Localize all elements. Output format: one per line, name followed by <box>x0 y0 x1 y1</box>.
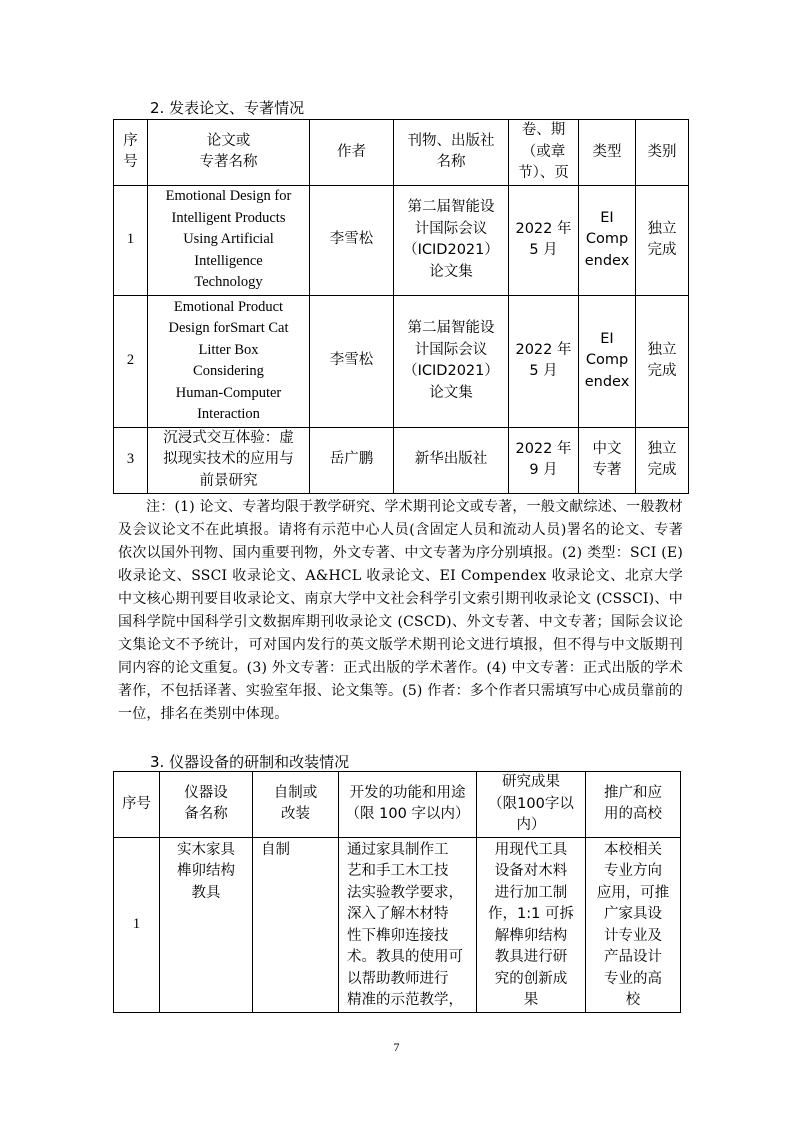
header-category: 类别 <box>636 120 689 186</box>
papers-header-row <box>114 120 689 186</box>
row-page: 2022 年 5 月 <box>509 295 579 427</box>
row-page: 2022 年 9 月 <box>509 427 579 493</box>
header-type: 类型 <box>579 120 636 186</box>
row-publisher: 新华出版社 <box>394 427 509 493</box>
row-promotion: 本校相关 专业方向 应用，可推 广家具设 计专业及 产品设计 专业的高 校 <box>586 837 681 1012</box>
row-no: 2 <box>114 295 148 427</box>
header-result: 研究成果 （限100字以内） <box>477 772 586 838</box>
row-name: Emotional Product Design forSmart Cat Litter Box Considering Human-Computer Interaction <box>148 295 310 427</box>
header-function: 开发的功能和用途 （限 100 字以内） <box>339 772 477 838</box>
papers-table <box>113 119 689 494</box>
header-device-name: 仪器设 备名称 <box>160 772 253 838</box>
row-type: EI Comp endex <box>579 295 636 427</box>
row-author: 李雪松 <box>310 185 394 295</box>
row-category: 独立 完成 <box>636 295 689 427</box>
row-no: 3 <box>114 427 148 493</box>
row-no: 1 <box>114 837 160 1012</box>
header-author: 作者 <box>310 120 394 186</box>
header-mode: 自制或 改装 <box>253 772 339 838</box>
table-row <box>114 185 689 295</box>
row-type: 中文 专著 <box>579 427 636 493</box>
row-category: 独立 完成 <box>636 427 689 493</box>
table-row <box>114 837 681 1012</box>
row-device-name: 实木家具 榫卯结构 教具 <box>160 837 253 1012</box>
page-number: 7 <box>393 1040 400 1054</box>
row-mode: 自制 <box>253 837 339 1012</box>
row-author: 李雪松 <box>310 295 394 427</box>
row-function: 通过家具制作工 艺和手工木工技 法实验教学要求， 深入了解木材特 性下榫卯连接技 术。教具的使用可 以帮助教师进行 精准的示范教学， <box>339 837 477 1012</box>
section2-title: 2. 发表论文、专著情况 <box>150 99 305 117</box>
notes-paragraph: 注：(1) 论文、专著均限于教学研究、学术期刊论文或专著，一般文献综述、一般教材及会议论文不在此填报。请将有示范中心人员(含固定人员和流动人员)署名的论文、专著依次以国外刊物、国内重要刊物，外文专著、中文专著为序分别填报。(2) 类型：SCI (E) 收录论文、SSCI 收录论文、A&HCL 收录论文、EI Compendex 收录论文、北京大学中文核心期刊要目收录论文、南京大学中文社会科学引文索引期刊收录论文 (CSSCI)、中国科学院中国科学引文数据库期刊收录论文 (CSCD)、外文专著、中文专著；国际会议论文集论文不予统计，可对国内发行的英文版学术期刊论文进行填报，但不得与中文版期刊同内容的论文重复。(3) 外文专著：正式出版的学术著作。(4) 中文专著：正式出版的学术著作，不包括译著、实验室年报、论文集等。(5) 作者：多个作者只需填写中心成员靠前的一位，排名在类别中体现。 <box>118 499 683 722</box>
row-no: 1 <box>114 185 148 295</box>
header-publisher: 刊物、出版社 名称 <box>394 120 509 186</box>
header-page: 卷、期 （或章 节）、页 <box>509 120 579 186</box>
row-category: 独立 完成 <box>636 185 689 295</box>
equipment-table <box>113 771 681 1013</box>
section3-title: 3. 仪器设备的研制和改装情况 <box>150 753 350 771</box>
row-publisher: 第二届智能设 计国际会议 （ICID2021） 论文集 <box>394 185 509 295</box>
row-page: 2022 年 5 月 <box>509 185 579 295</box>
row-type: EI Comp endex <box>579 185 636 295</box>
table-row <box>114 427 689 493</box>
row-result: 用现代工具 设备对木料 进行加工制 作，1:1 可拆 解榫卯结构 教具进行研 究的创新成 果 <box>477 837 586 1012</box>
header-promotion: 推广和应 用的高校 <box>586 772 681 838</box>
header-no: 序 号 <box>114 120 148 186</box>
header-no: 序号 <box>114 772 160 838</box>
table-row <box>114 295 689 427</box>
equipment-header-row <box>114 772 681 838</box>
row-publisher: 第二届智能设 计国际会议 （ICID2021） 论文集 <box>394 295 509 427</box>
row-name: Emotional Design for Intelligent Products Using Artificial Intelligence Technology <box>148 185 310 295</box>
row-author: 岳广鹏 <box>310 427 394 493</box>
row-name: 沉浸式交互体验：虚 拟现实技术的应用与 前景研究 <box>148 427 310 493</box>
header-name: 论文或 专著名称 <box>148 120 310 186</box>
